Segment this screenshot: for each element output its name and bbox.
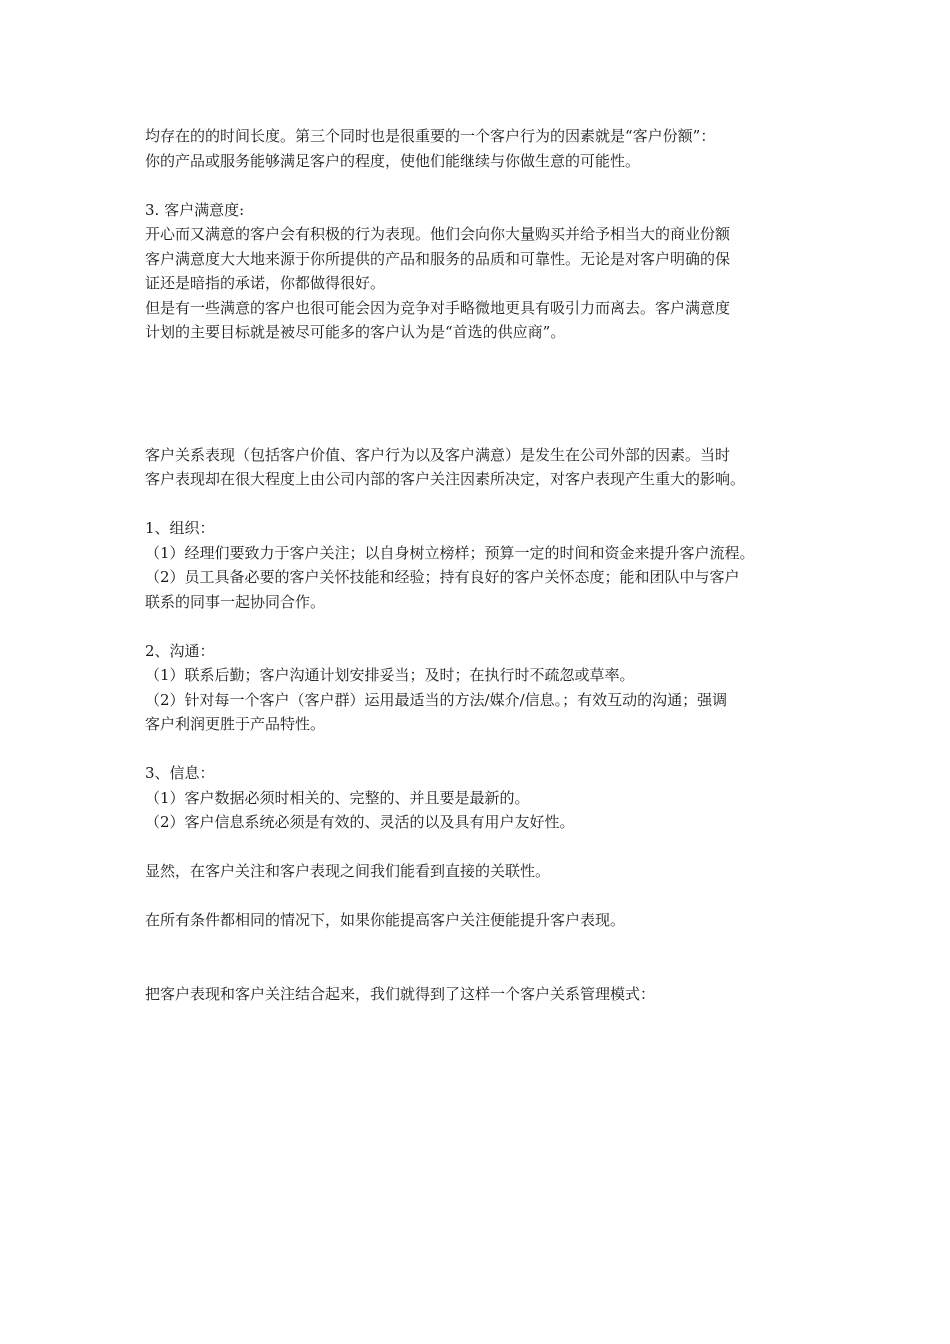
blank-space bbox=[145, 345, 825, 443]
text-line: （2）针对每一个客户（客户群）运用最适当的方法/媒介/信息。；有效互动的沟通；强调 bbox=[145, 690, 728, 709]
text-line: 证还是暗指的承诺，你都做得很好。 bbox=[145, 274, 386, 292]
text-line: （1）客户数据必须时相关的、完整的、并且要是最新的。 bbox=[145, 788, 530, 807]
blank-line bbox=[145, 884, 825, 909]
text-line: （1）联系后勤；客户沟通计划安排妥当；及时；在执行时不疏忽或草率。 bbox=[145, 666, 635, 684]
text-line: 在所有条件都相同的情况下，如果你能提高客户关注便能提升客户表现。 bbox=[145, 911, 626, 929]
text-line: 客户关系表现（包括客户价值、客户行为以及客户满意）是发生在公司外部的因素。当时 bbox=[145, 445, 731, 464]
document-body bbox=[145, 124, 825, 1006]
blank-line bbox=[145, 614, 825, 639]
blank-space bbox=[145, 933, 825, 982]
text-line: 你的产品或服务能够满足客户的程度，使他们能继续与你做生意的可能性。 bbox=[145, 151, 641, 170]
text-line: （2）客户信息系统必须是有效的、灵活的以及具有用户友好性。 bbox=[145, 813, 575, 831]
text-line: 计划的主要目标就是被尽可能多的客户认为是“首选的供应商”。 bbox=[145, 323, 566, 341]
blank-line bbox=[145, 492, 825, 517]
text-line: （2）员工具备必要的客户关怀技能和经验；持有良好的客户关怀态度；能和团队中与客户 bbox=[145, 568, 740, 586]
text-line: 客户利润更胜于产品特性。 bbox=[145, 715, 326, 733]
text-line: 客户满意度大大地来源于你所提供的产品和服务的品质和可靠性。无论是对客户明确的保 bbox=[145, 249, 731, 268]
section-heading: 1、组织： bbox=[145, 519, 215, 537]
text-line: 开心而又满意的客户会有积极的行为表现。他们会向你大量购买并给予相当大的商业份额 bbox=[145, 225, 731, 243]
section-heading: 3、信息： bbox=[145, 764, 215, 782]
blank-line bbox=[145, 737, 825, 762]
text-line: 把客户表现和客户关注结合起来，我们就得到了这样一个客户关系管理模式： bbox=[145, 984, 656, 1003]
text-line: 客户表现却在很大程度上由公司内部的客户关注因素所决定，对客户表现产生重大的影响。 bbox=[145, 470, 746, 488]
text-line: 显然，在客户关注和客户表现之间我们能看到直接的关联性。 bbox=[145, 862, 551, 880]
section-heading: 3. 客户满意度: bbox=[145, 200, 245, 219]
text-line: 联系的同事一起协同合作。 bbox=[145, 592, 326, 611]
blank-line bbox=[145, 835, 825, 860]
section-heading: 2、沟通： bbox=[145, 641, 215, 660]
text-line: 但是有一些满意的客户也很可能会因为竞争对手略微地更具有吸引力而离去。客户满意度 bbox=[145, 298, 731, 317]
text-line: 均存在的的时间长度。第三个同时也是很重要的一个客户行为的因素就是“客户份额”： bbox=[145, 127, 716, 145]
blank-line bbox=[145, 173, 825, 198]
text-line: （1）经理们要致力于客户关注；以自身树立榜样；预算一定的时间和资金来提升客户流程。 bbox=[145, 543, 755, 562]
